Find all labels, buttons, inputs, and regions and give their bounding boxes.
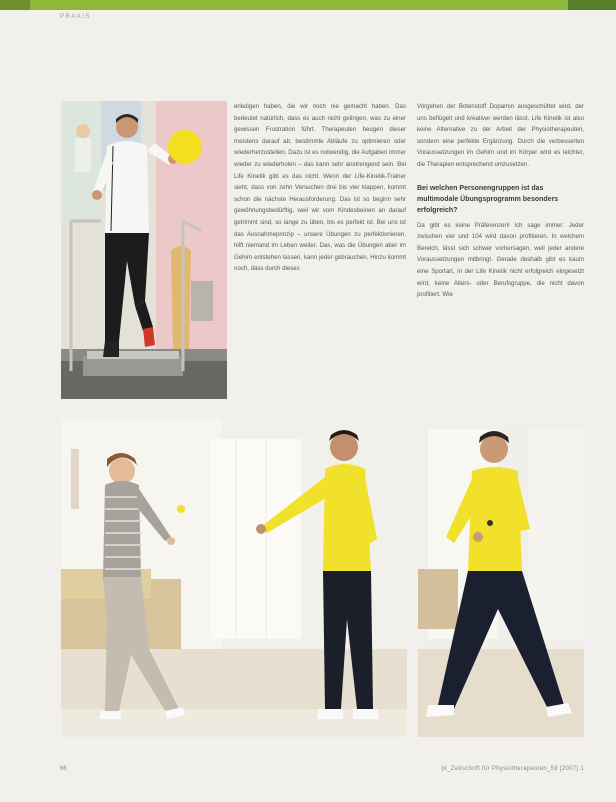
interview-question: Bei welchen Personengruppen ist das multimodale Übungsprogramm besonders erfolgreich? [417, 184, 559, 214]
ball-passing-illustration [61, 419, 407, 737]
article-paragraph: erledigen haben, die wir noch nie gemacht haben. Das bedeutet natürlich, dass es auch nicht gelingen, was zu einer gewissen Frustration führt. Therapeuten beugen dieser meistens darauf ab, bestimmte Abläufe zu optimieren oder wiederherzustellen. Dazu ist es notwendig, die Aufgaben immer wieder zu wiederholen – das kann sehr anstrengend sein. Bei Life Kinetik gibt es das nicht. Wenn der Life-Kinetik-Trainer sieht, dass von zehn Versuchen drei bis vier klappen, kommt schon die nächste Herausforderung. Das ist so beginn sehr gewöhnungsbedürftig, weil wir vom Kindesbeinen an darauf getrimmt sind, so lange zu üben, bis es perfekt ist. Bei uns ist das Ausnahmeprinzip – unsere Übungen zu perfektionieren, hilft niemand im Leben weiter. Das, was die Übungen aber im Gehirn entstehen lassen, kann jeder gebrauchen. Hinzu kommt noch, dass durch dieses [234, 103, 406, 273]
article-column-middle [234, 101, 406, 275]
header-bar [30, 0, 616, 10]
article-paragraph: Da gibt es keine Präferenzen! Ich sage immer: Jeder zwischen vier und 104 wird davon profitieren. In welchem Bereich, lässt sich schwer vorhersagen, weil jeder andere Voraussetzungen mitbringt. Gerade deshalb gibt es kaum eine Sportart, in der Life Kinetik nicht erfolgreich eingesetzt wird, keine Alters- oder Berufsgruppe, die nicht davon profitiert. Wie [417, 221, 584, 299]
article-column-right [417, 101, 584, 301]
trainer-illustration [61, 101, 227, 399]
photo-trainer-with-ball [61, 101, 227, 399]
article-paragraph: Vorgehen der Botenstoff Dopamin ausgeschüttet wird, der uns beflügelt und kreativer werden lässt. Life Kinetik ist also keine Alternative zu der Arbeit der Physiotherapeuten, sondern eine perfekte Ergänzung. Durch die verbesserten Voraussetzungen im Gehirn und im Körper wird es leichter, die Therapien entsprechend umzusetzen. [417, 103, 584, 168]
photo-trainer-cross-stance [418, 419, 584, 737]
page-number: 66 [60, 766, 67, 772]
cross-stance-illustration [418, 419, 584, 737]
header-bar-right [568, 0, 616, 10]
journal-reference: pt_Zeitschrift für Physiotherapeuten_59 [2007] 1 [441, 766, 584, 772]
photo-ball-passing [61, 419, 407, 737]
section-kicker: PRAXIS [60, 14, 92, 20]
header-bar-left [0, 0, 30, 10]
